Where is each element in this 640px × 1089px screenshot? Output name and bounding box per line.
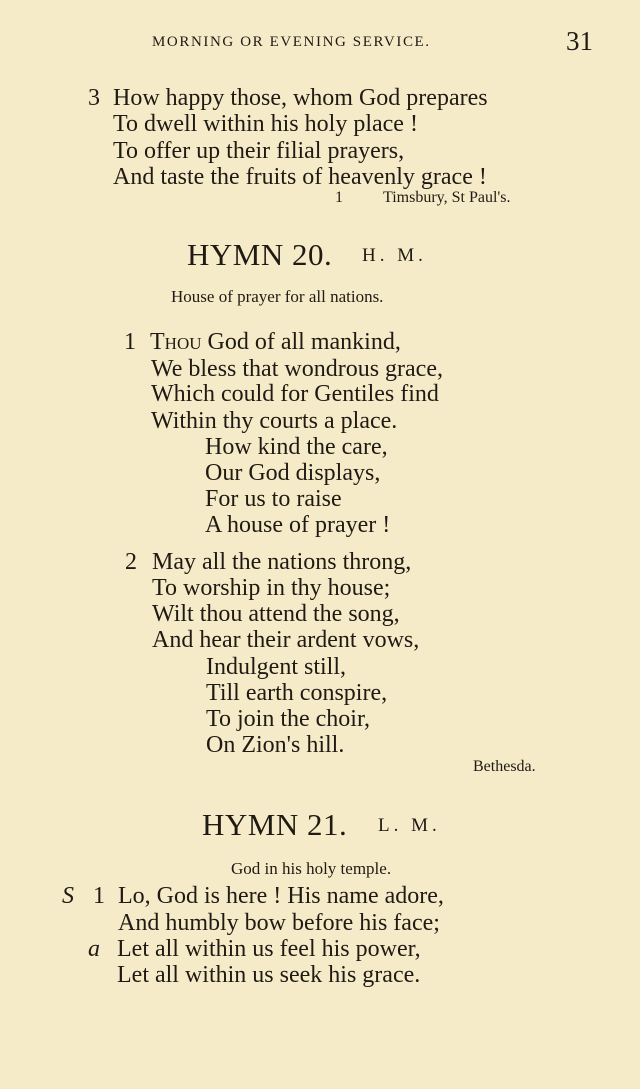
verse-line: Indulgent still, — [206, 654, 346, 680]
verse-line — [150, 329, 401, 357]
verse-line: To offer up their filial prayers, — [113, 138, 405, 164]
hymn-meter: L. M. — [378, 815, 441, 836]
verse-number: 1 — [124, 329, 136, 355]
margin-marker-a: a — [88, 936, 100, 962]
verse-line: Our God displays, — [205, 460, 381, 486]
small-caps-word: HOU — [164, 334, 202, 353]
verse-number: 3 — [88, 85, 100, 111]
attribution-number: 1 — [335, 189, 343, 206]
verse-line: On Zion's hill. — [206, 732, 345, 758]
verse-line: And hear their ardent vows, — [152, 627, 420, 653]
hymn-subtitle: House of prayer for all nations. — [171, 287, 384, 306]
verse-line: And humbly bow before his face; — [118, 910, 440, 936]
drop-initial: T — [150, 329, 165, 355]
hymn-subtitle: God in his holy temple. — [231, 859, 392, 878]
verse-line: To worship in thy house; — [152, 575, 391, 601]
verse-line: Let all within us feel his power, — [117, 936, 421, 962]
verse-line: May all the nations throng, — [152, 549, 412, 575]
verse-line: We bless that wondrous grace, — [151, 356, 443, 382]
verse-line: Till earth conspire, — [206, 680, 388, 706]
verse-line: And taste the fruits of heavenly grace ! — [113, 164, 487, 190]
verse-line: Wilt thou attend the song, — [152, 601, 400, 627]
tune-attribution: Bethesda. — [473, 758, 536, 775]
verse-line: Let all within us seek his grace. — [117, 962, 421, 988]
verse-number: 2 — [125, 549, 137, 575]
hymn-title: HYMN 20. — [187, 237, 333, 272]
tune-attribution: Timsbury, St Paul's. — [383, 189, 511, 206]
hymn-title: HYMN 21. — [202, 807, 348, 842]
verse-line: How happy those, whom God prepares — [113, 85, 488, 111]
page-number: 31 — [566, 26, 593, 56]
verse-line: Within thy courts a place. — [151, 408, 398, 434]
verse-number: 1 — [93, 883, 105, 909]
verse-line: For us to raise — [205, 486, 342, 512]
verse-line-rest: God of all mankind, — [201, 329, 401, 355]
verse-line: Which could for Gentiles find — [151, 381, 439, 407]
verse-line: To dwell within his holy place ! — [113, 111, 418, 137]
verse-line: Lo, God is here ! His name adore, — [118, 883, 444, 909]
running-head: MORNING OR EVENING SERVICE. — [152, 34, 431, 50]
verse-line: How kind the care, — [205, 434, 388, 460]
verse-line: To join the choir, — [206, 706, 370, 732]
verse-line: A house of prayer ! — [205, 512, 391, 538]
margin-marker-s: S — [62, 883, 74, 909]
hymn-meter: H. M. — [362, 245, 427, 266]
